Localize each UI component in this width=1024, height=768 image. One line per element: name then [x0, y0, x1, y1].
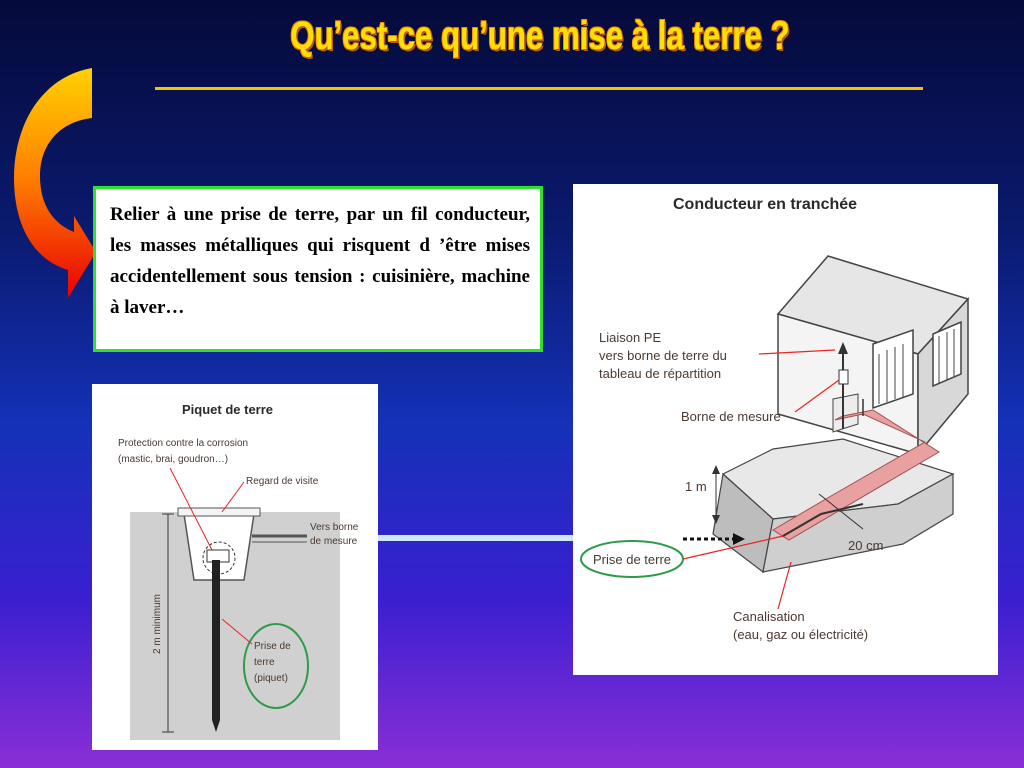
label-vers-borne: Vers borne — [310, 522, 359, 533]
title-underline — [155, 87, 923, 90]
definition-box — [93, 186, 543, 352]
label-canalisation: Canalisation — [733, 609, 805, 624]
curved-arrow-icon — [10, 66, 100, 306]
trench-title: Conducteur en tranchée — [673, 196, 858, 213]
slide-title: Qu’est-ce qu’une mise à la terre ? — [290, 14, 790, 58]
label-2m: 2 m minimum — [152, 593, 163, 654]
label-protection-2: (mastic, brai, goudron…) — [118, 454, 229, 465]
trench-figure — [573, 184, 998, 675]
label-prise-piquet-3: (piquet) — [254, 673, 288, 684]
piquet-figure — [92, 384, 378, 750]
label-protection: Protection contre la corrosion — [118, 438, 249, 449]
label-prise-piquet-2: terre — [254, 657, 275, 668]
connector-line — [378, 535, 574, 541]
label-liaison-pe: Liaison PE — [599, 330, 662, 345]
label-borne: Borne de mesure — [681, 409, 781, 424]
label-prise-piquet: Prise de — [254, 641, 291, 652]
label-vers-borne-2: de mesure — [310, 536, 358, 547]
label-liaison-pe-3: tableau de répartition — [599, 366, 722, 381]
label-prise: Prise de terre — [593, 552, 672, 567]
label-canalisation-2: (eau, gaz ou électricité) — [733, 627, 869, 642]
label-width: 20 cm — [848, 538, 884, 553]
house-drawing — [778, 256, 968, 454]
label-depth: 1 m — [685, 479, 707, 494]
piquet-title: Piquet de terre — [182, 402, 274, 417]
label-regard: Regard de visite — [246, 476, 319, 487]
label-liaison-pe-2: vers borne de terre du — [599, 348, 727, 363]
definition-text: Relier à une prise de terre, par un fil conducteur, les masses métalliques qui risquent d ’être mises accidentellement sous tension : cuisinière, machine à laver… — [110, 204, 530, 318]
